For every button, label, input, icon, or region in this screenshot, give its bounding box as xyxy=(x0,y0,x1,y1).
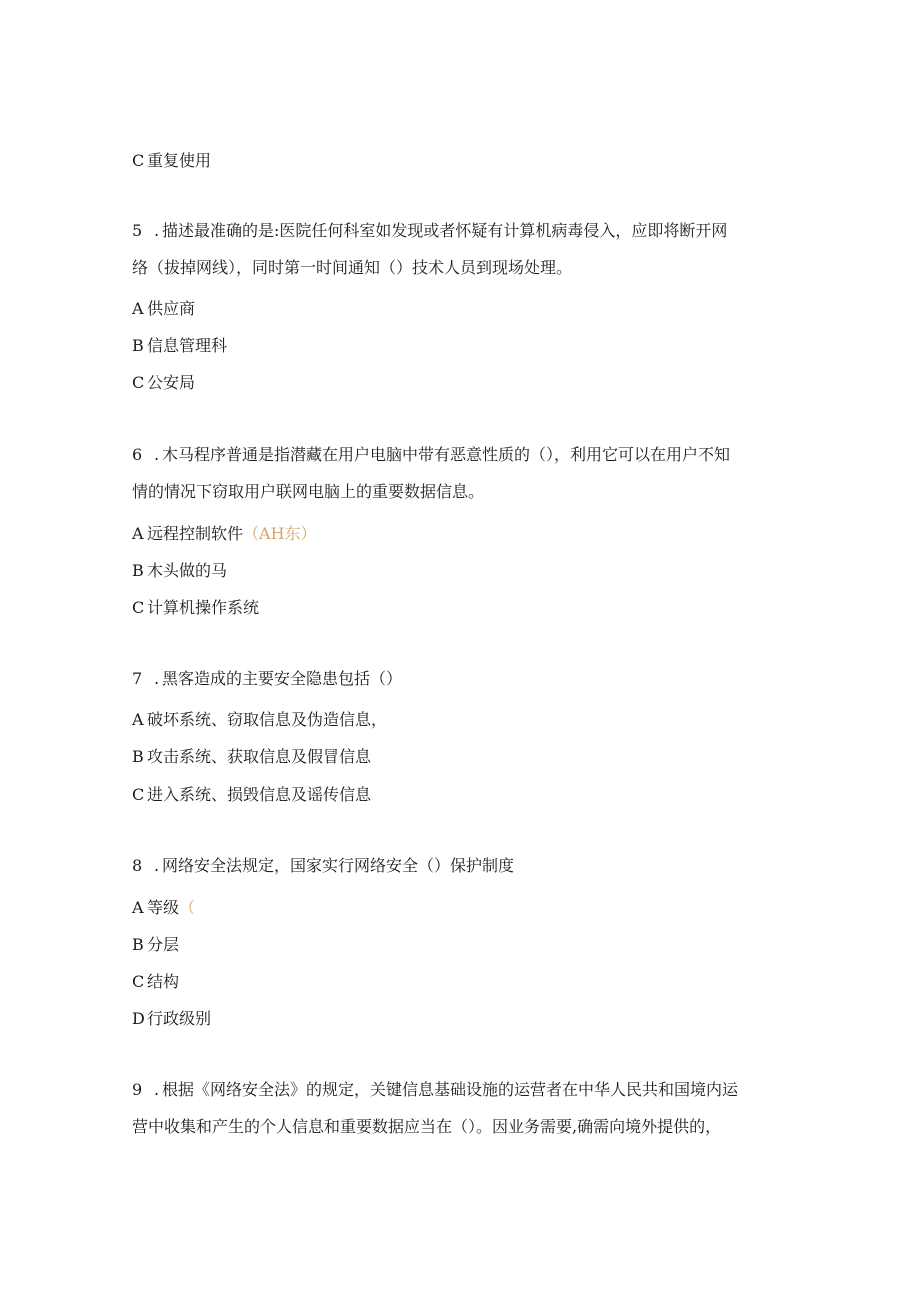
question-6-option-b xyxy=(132,561,227,581)
option-text: 结构 xyxy=(147,972,180,991)
question-7-option-b xyxy=(132,747,371,767)
question-5-line-1: 5 . 描述最准确的是:医院任何科室如发现或者怀疑有计算机病毒侵入，应即将断开网 xyxy=(132,221,728,240)
option-letter: D xyxy=(132,1009,145,1028)
question-9-line-2 xyxy=(132,1117,721,1137)
option-letter: C xyxy=(132,373,145,392)
question-text: 网络安全法规定，国家实行网络安全（）保护制度 xyxy=(162,856,515,875)
option-letter: A xyxy=(132,524,144,543)
question-text: 木马程序普通是指潜藏在用户电脑中带有恶意性质的（），利用它可以在用户不知 xyxy=(162,445,731,464)
option-letter: B xyxy=(132,747,144,766)
option-letter: C xyxy=(132,151,145,170)
option-text: 分层 xyxy=(147,935,180,954)
question-text: 情的情况下窃取用户联网电脑上的重要数据信息。 xyxy=(132,482,485,501)
question-6-line-2 xyxy=(132,482,484,502)
question-8-option-d xyxy=(132,1009,211,1029)
question-7-option-c xyxy=(132,785,371,805)
question-text: 络（拔掉网线），同时第一时间通知（）技术人员到现场处理。 xyxy=(132,258,573,277)
option-text: 供应商 xyxy=(147,299,196,318)
question-5-option-a xyxy=(132,299,195,319)
question-9-line-1: 9 . 根据《网络安全法》的规定，关键信息基础设施的运营者在中华人民共和国境内运 xyxy=(132,1080,739,1099)
option-text: 重复使用 xyxy=(147,151,212,170)
option-c-prev xyxy=(132,151,211,171)
option-text: 行政级别 xyxy=(147,1009,212,1028)
question-6-option-c xyxy=(132,598,259,618)
question-number: 5 xyxy=(132,221,143,240)
option-letter: C xyxy=(132,785,145,804)
option-text: 等级 xyxy=(147,898,180,917)
question-number: 8 xyxy=(132,856,143,875)
option-letter: B xyxy=(132,336,144,355)
option-letter: B xyxy=(132,561,144,580)
option-text: 公安局 xyxy=(147,373,196,392)
option-text: 破坏系统、窃取信息及伪造信息， xyxy=(147,710,388,729)
question-6-option-a xyxy=(132,524,317,544)
option-letter: C xyxy=(132,598,145,617)
question-5-option-b xyxy=(132,336,227,356)
question-8-option-b xyxy=(132,935,179,955)
option-text: 木头做的马 xyxy=(147,561,228,580)
option-letter: C xyxy=(132,972,145,991)
option-text: 攻击系统、获取信息及假冒信息 xyxy=(147,747,372,766)
question-number: 9 xyxy=(132,1080,143,1099)
question-5-option-c xyxy=(132,373,195,393)
option-text: 信息管理科 xyxy=(147,336,228,355)
question-text: 黑客造成的主要安全隐患包括（） xyxy=(162,669,403,688)
question-7-line-1: 7 . 黑客造成的主要安全隐患包括（） xyxy=(132,669,403,688)
option-letter: B xyxy=(132,935,144,954)
question-7-option-a xyxy=(132,710,387,730)
question-8-option-c xyxy=(132,972,179,992)
question-number: 6 xyxy=(132,445,143,464)
option-letter: A xyxy=(132,710,144,729)
question-8-option-a xyxy=(132,898,195,918)
question-number: 7 xyxy=(132,669,143,688)
option-text: 计算机操作系统 xyxy=(147,598,260,617)
option-text: 远程控制软件 xyxy=(147,524,244,543)
handwritten-annotation: （AH东） xyxy=(243,524,317,543)
option-letter: A xyxy=(132,299,144,318)
question-8-line-1: 8 . 网络安全法规定，国家实行网络安全（）保护制度 xyxy=(132,856,515,875)
question-text: 描述最准确的是:医院任何科室如发现或者怀疑有计算机病毒侵入，应即将断开网 xyxy=(162,221,728,240)
question-6-line-1: 6 . 木马程序普通是指潜藏在用户电脑中带有恶意性质的（），利用它可以在用户不知 xyxy=(132,445,731,464)
question-text: 营中收集和产生的个人信息和重要数据应当在（）。因业务需要,确需向境外提供的， xyxy=(132,1117,722,1136)
option-text: 进入系统、损毁信息及谣传信息 xyxy=(147,785,372,804)
question-5-line-2 xyxy=(132,258,572,278)
option-letter: A xyxy=(132,898,144,917)
question-text: 根据《网络安全法》的规定，关键信息基础设施的运营者在中华人民共和国境内运 xyxy=(162,1080,739,1099)
handwritten-annotation: （ xyxy=(179,898,196,917)
